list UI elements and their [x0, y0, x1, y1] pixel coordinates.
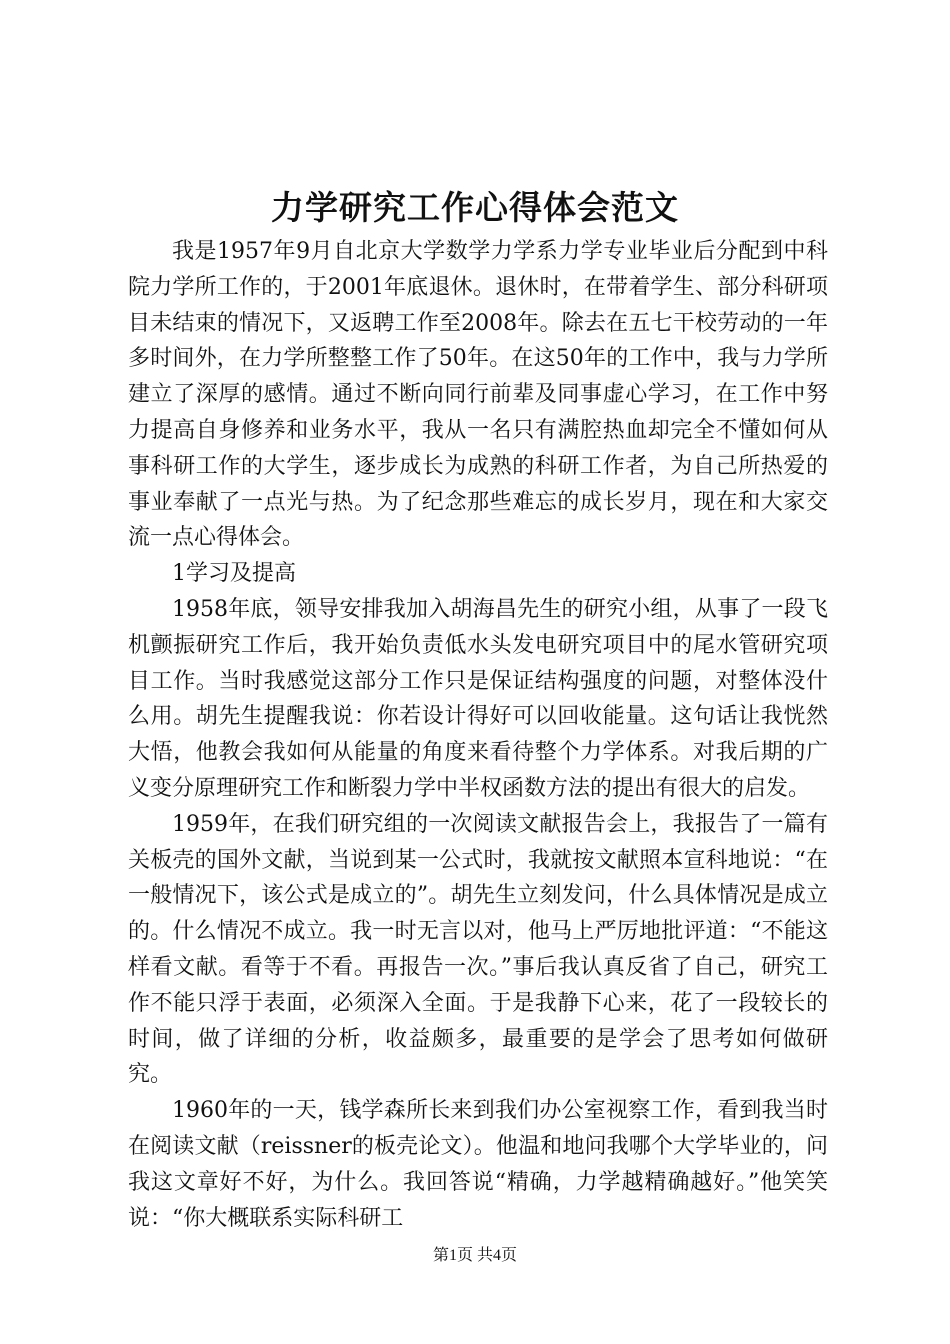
paragraph-1959: 1959年，在我们研究组的一次阅读文献报告会上，我报告了一篇有关板壳的国外文献，当说到某一公式时，我就按文献照本宣科地说：“在一般情况下，该公式是成立的”。胡先生立刻发问，什么具体情况是成立的。什么情况不成立。我一时无言以对，他马上严厉地批评道：“不能这样看文献。看等于不看。再报告一次。”事后我认真反省了自己，研究工作不能只浮于表面，必须深入全面。于是我静下心来，花了一段较长的时间，做了详细的分析，收益颇多，最重要的是学会了思考如何做研究。 — [128, 811, 828, 1088]
document-body — [128, 234, 828, 1236]
page-footer: 第1页 共4页 — [432, 1247, 517, 1264]
paragraph-1958: 1958年底，领导安排我加入胡海昌先生的研究小组，从事了一段飞机颤振研究工作后，我开始负责低水头发电研究项目中的尾水管研究项目工作。当时我感觉这部分工作只是保证结构强度的问题，对整体没什么用。胡先生提醒我说：你若设计得好可以回收能量。这句话让我恍然大悟，他教会我如何从能量的角度来看待整个力学体系。对我后期的广义变分原理研究工作和断裂力学中半权函数方法的提出有很大的启发。 — [128, 596, 828, 801]
paragraph-intro: 我是1957年9月自北京大学数学力学系力学专业毕业后分配到中科院力学所工作的，于2001年底退休。退休时，在带着学生、部分科研项目未结束的情况下，又返聘工作至2008年。除去在五七干校劳动的一年多时间外，在力学所整整工作了50年。在这50年的工作中，我与力学所建立了深厚的感情。通过不断向同行前辈及同事虚心学习，在工作中努力提高自身修养和业务水平，我从一名只有满腔热血却完全不懂如何从事科研工作的大学生，逐步成长为成熟的科研工作者，为自己所热爱的事业奉献了一点光与热。为了纪念那些难忘的成长岁月，现在和大家交流一点心得体会。 — [128, 239, 828, 551]
paragraph-1960: 1960年的一天，钱学森所长来到我们办公室视察工作，看到我当时在阅读文献（reissner的板壳论文）。他温和地问我哪个大学毕业的，问我这文章好不好，为什么。我回答说“精确，力学越精确越好。”他笑笑说：“你大概联系实际科研工 — [128, 1098, 828, 1231]
document-title: 力学研究工作心得体会范文 — [271, 188, 679, 227]
section-heading-study: 1学习及提高 — [172, 561, 296, 587]
